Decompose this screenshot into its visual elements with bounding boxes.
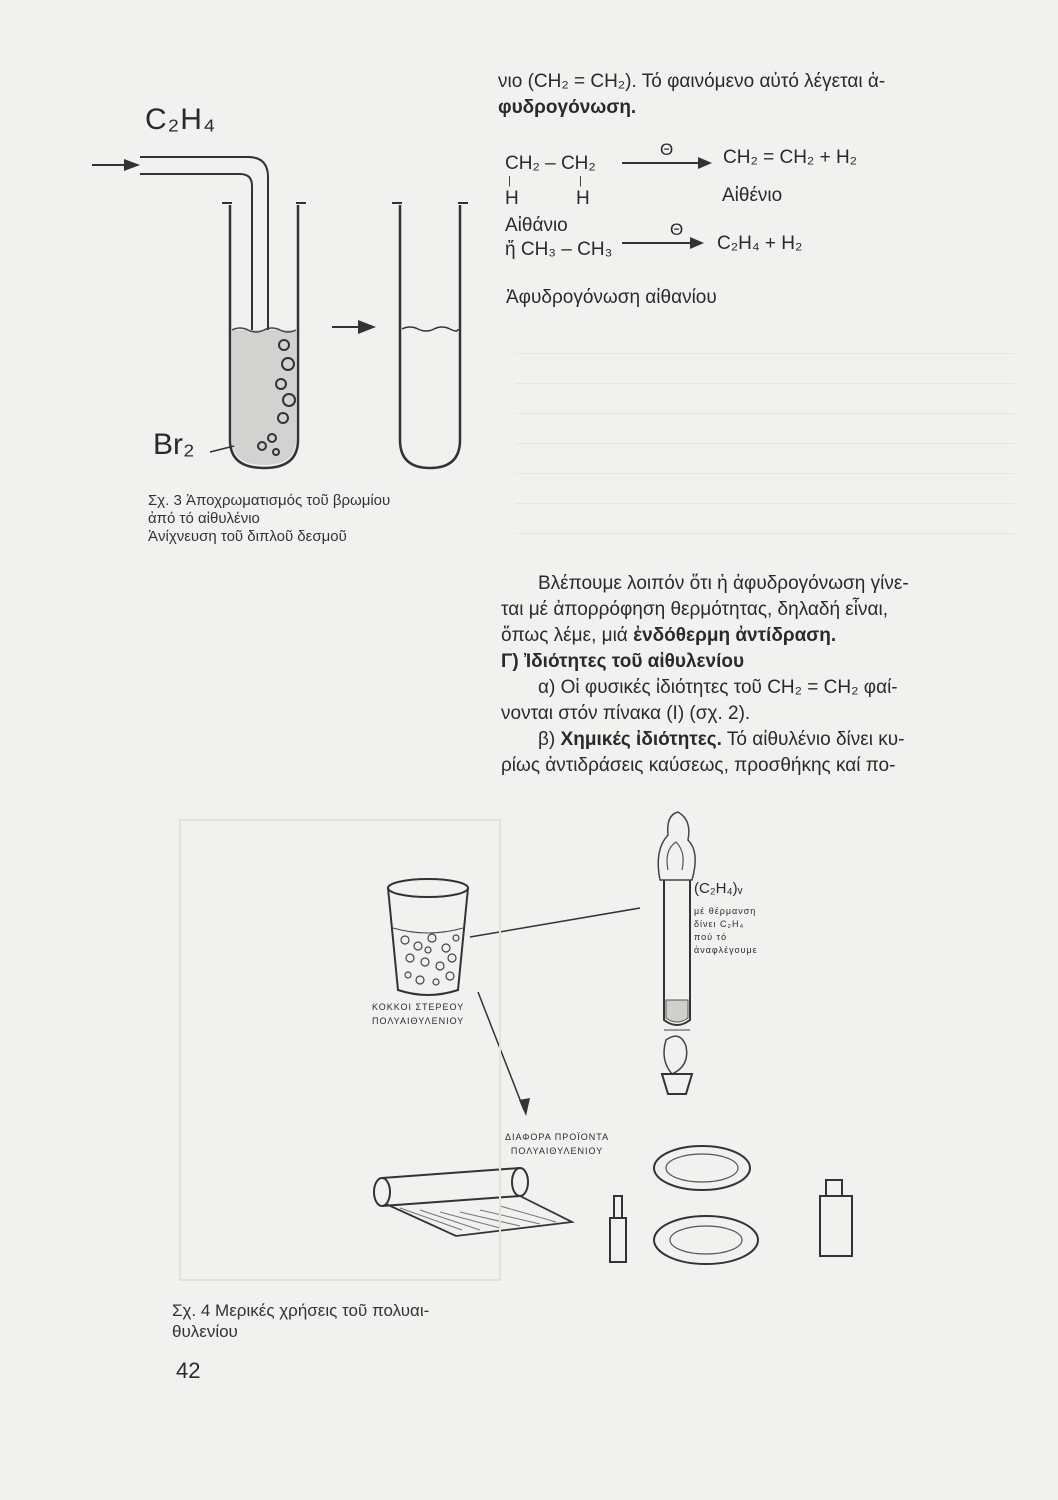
products-label (505, 1130, 609, 1158)
caption-line: Ἀνίχνευση τοῦ διπλοῦ δεσμοῦ (148, 528, 347, 545)
heat-note (694, 905, 758, 957)
ethene-name: Αἰθένιο (722, 185, 783, 206)
hydrogen-atom: H (505, 188, 519, 209)
section-heading-c: Γ) Ἰδιότητες τοῦ αἰθυλενίου (501, 651, 745, 672)
paragraph-line: Βλέπουμε λοιπόν ὅτι ἡ ἀφυδρογόνωση γίνε- (538, 573, 909, 594)
ethane-name: Αἰθάνιο (505, 215, 568, 236)
intro-line-2: φυδρογόνωση. (498, 97, 637, 118)
c2h4-label: C₂H₄ (145, 103, 217, 136)
hydrogen-atom: H (576, 188, 590, 209)
theta-symbol: Θ (660, 140, 674, 159)
label-line: ΚΟΚΚΟΙ ΣΤΕΡΕΟΥ (372, 1002, 465, 1012)
equation-1-left: CH₂ – CH₂ (505, 153, 596, 174)
chemical-properties-term: Χημικές ἰδιότητες. (560, 729, 722, 750)
paragraph-line: ται μέ ἀπορρόφηση θερμότητας, δηλαδή εἶναι, (501, 599, 888, 620)
caption-line: θυλενίου (172, 1322, 238, 1341)
figure-4-caption (172, 1300, 429, 1342)
equation-1-right: CH₂ = CH₂ + H₂ (723, 147, 858, 168)
equation-1-h-left: | (508, 175, 511, 187)
label-line: ΠΟΛΥΑΙΘΥΛΕΝΙΟΥ (510, 1146, 604, 1156)
intro-line-1: νιο (CH₂ = CH₂). Τό φαινόμενο αὐτό λέγεται ἀ- (498, 71, 886, 92)
endothermic-reaction-term: ἐνδόθερμη ἀντίδραση. (633, 625, 837, 646)
pellets-label (372, 1000, 464, 1028)
note-line: ἀναφλέγουμε (694, 945, 758, 955)
caption-line: ἀπό τό αἰθυλένιο (148, 510, 260, 527)
equation-caption: Ἀφυδρογόνωση αἰθανίου (506, 287, 717, 308)
note-line: πού τό (694, 932, 728, 942)
polymer-formula: (C₂H₄)ᵥ (694, 880, 743, 897)
paragraph-text: β) (538, 729, 561, 750)
paragraph-text: Τό αἰθυλένιο δίνει κυ- (721, 729, 905, 750)
label-line: ΔΙΑΦΟΡΑ ΠΡΟΪΟΝΤΑ (505, 1132, 610, 1142)
note-line: δίνει C₂H₄ (694, 919, 745, 929)
caption-line: Σχ. 4 Μερικές χρήσεις τοῦ πολυαι- (172, 1301, 430, 1320)
br2-label: Br₂ (153, 428, 195, 461)
label-line: ΠΟΛΥΑΙΘΥΛΕΝΙΟΥ (372, 1016, 465, 1026)
paragraph-line: νονται στόν πίνακα (Ι) (σχ. 2). (501, 703, 751, 724)
equation-2-right: C₂H₄ + H₂ (717, 233, 803, 254)
equation-1-h-right: | (579, 175, 582, 187)
caption-line: Σχ. 3 Ἀποχρωματισμός τοῦ βρωμίου (148, 492, 391, 509)
equation-2-left: ἤ CH₃ – CH₃ (505, 239, 613, 260)
page-number: 42 (176, 1358, 201, 1383)
paragraph-line: ρίως ἀντιδράσεις καύσεως, προσθήκης καί πο- (501, 755, 896, 776)
theta-symbol: Θ (670, 220, 684, 239)
note-line: μέ θέρμανση (694, 906, 757, 916)
paragraph-text: ὅπως λέμε, μιά (501, 625, 634, 646)
paragraph-line: α) Οἱ φυσικές ἰδιότητες τοῦ CH₂ = CH₂ φαί- (538, 677, 898, 698)
